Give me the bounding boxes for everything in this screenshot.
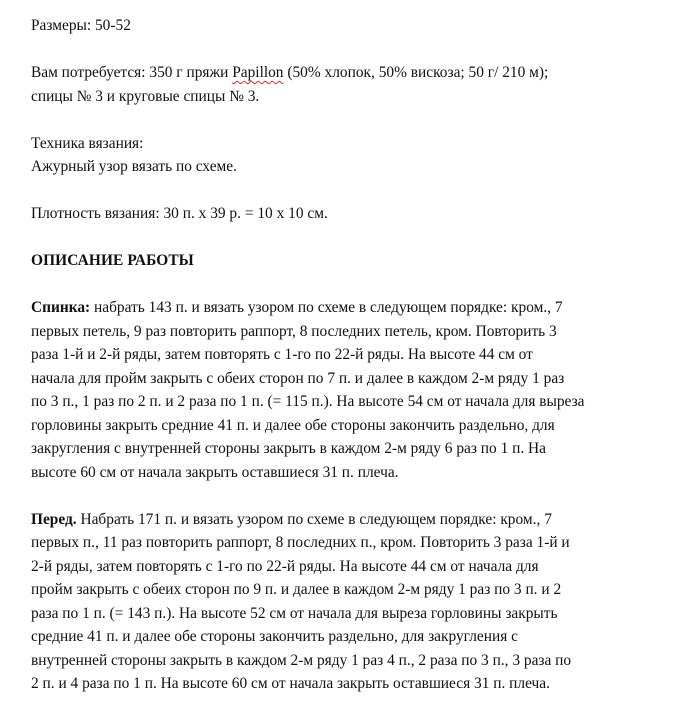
yarn-brand: Papillon xyxy=(232,64,284,81)
back-line: начала для пройм закрыть с обеих сторон по 7 п. и далее в каждом 2-м ряду 1 раз xyxy=(31,369,565,387)
back-line: первых петель, 9 раз повторить раппорт, 8 последних петель, кром. Повторить 3 xyxy=(31,322,557,340)
back-line: по 3 п., 1 раз по 2 п. и 2 раза по 1 п. (= 115 п.). На высоте 54 см от начала для выреза xyxy=(31,393,585,410)
materials-line-2: спицы № 3 и круговые спицы № 3. xyxy=(31,87,260,105)
front-line: первых п., 11 раз повторить раппорт, 8 последних п., кром. Повторить 3 раза 1-й и xyxy=(31,534,570,551)
front-label: Перед. xyxy=(31,510,77,528)
back-line: раза 1-й и 2-й ряды, затем повторять с 1-го по 22-й ряды. На высоте 44 см от xyxy=(31,346,533,363)
gauge-text: Плотность вязания: 30 п. х 39 р. = 10 х 10 см. xyxy=(31,205,328,222)
technique-paragraph xyxy=(31,132,666,179)
front-line-text: Набрать 171 п. и вязать узором по схеме в следующем порядке: кром., 7 xyxy=(76,510,552,528)
sizes-text: Размеры: 50-52 xyxy=(31,17,131,34)
back-label: Спинка: xyxy=(31,299,91,316)
back-line: горловины закрыть средние 41 п. и далее обе стороны закончить раздельно, для xyxy=(31,416,555,434)
materials-line-1-end: (50% хлопок, 50% вискоза; 50 г/ 210 м); xyxy=(283,64,549,81)
back-line-text: набрать 143 п. и вязать узором по схеме в следующем порядке: кром., 7 xyxy=(90,299,563,316)
materials-paragraph xyxy=(31,61,666,108)
front-line: 2 п. и 4 раза по 1 п. На высоте 60 см от начала закрыть оставшиеся 31 п. плеча. xyxy=(31,675,550,692)
technique-title: Техника вязания: xyxy=(31,134,144,152)
technique-text: Ажурный узор вязать по схеме. xyxy=(31,158,237,175)
materials-line-1-start: Вам потребуется: 350 г пряжи xyxy=(31,64,233,81)
front-line: раза по 1 п. (= 143 п.). На высоте 52 см от начала для выреза горловины закрыть xyxy=(31,604,558,622)
back-line: закругления с внутренней стороны закрыть в каждом 2-м ряду 6 раз по 1 п. На xyxy=(31,440,546,457)
back-line: высоте 60 см от начала закрыть оставшиеся 31 п. плеча. xyxy=(31,463,399,481)
front-paragraph xyxy=(31,508,666,696)
gauge-paragraph xyxy=(31,202,666,226)
work-heading: ОПИСАНИЕ РАБОТЫ xyxy=(31,252,194,269)
front-line: пройм закрыть с обеих сторон по 9 п. и далее в каждом 2-м ряду 1 раз по 3 п. и 2 xyxy=(31,581,562,598)
front-line: 2-й ряды, затем повторять с 1-го по 22-й ряды. На высоте 44 см от начала для xyxy=(31,557,539,575)
document-body xyxy=(31,14,666,696)
sizes-paragraph xyxy=(31,14,666,38)
back-paragraph xyxy=(31,296,666,484)
front-line xyxy=(31,508,666,532)
front-line: средние 41 п. и далее обе стороны закончить раздельно, для закругления с xyxy=(31,628,518,645)
front-line: внутренней стороны закрыть в каждом 2-м ряду 1 раз 4 п., 2 раза по 3 п., 3 раза по xyxy=(31,651,572,669)
work-heading-paragraph xyxy=(31,249,666,273)
back-line xyxy=(31,296,666,320)
materials-line-1 xyxy=(31,61,666,85)
